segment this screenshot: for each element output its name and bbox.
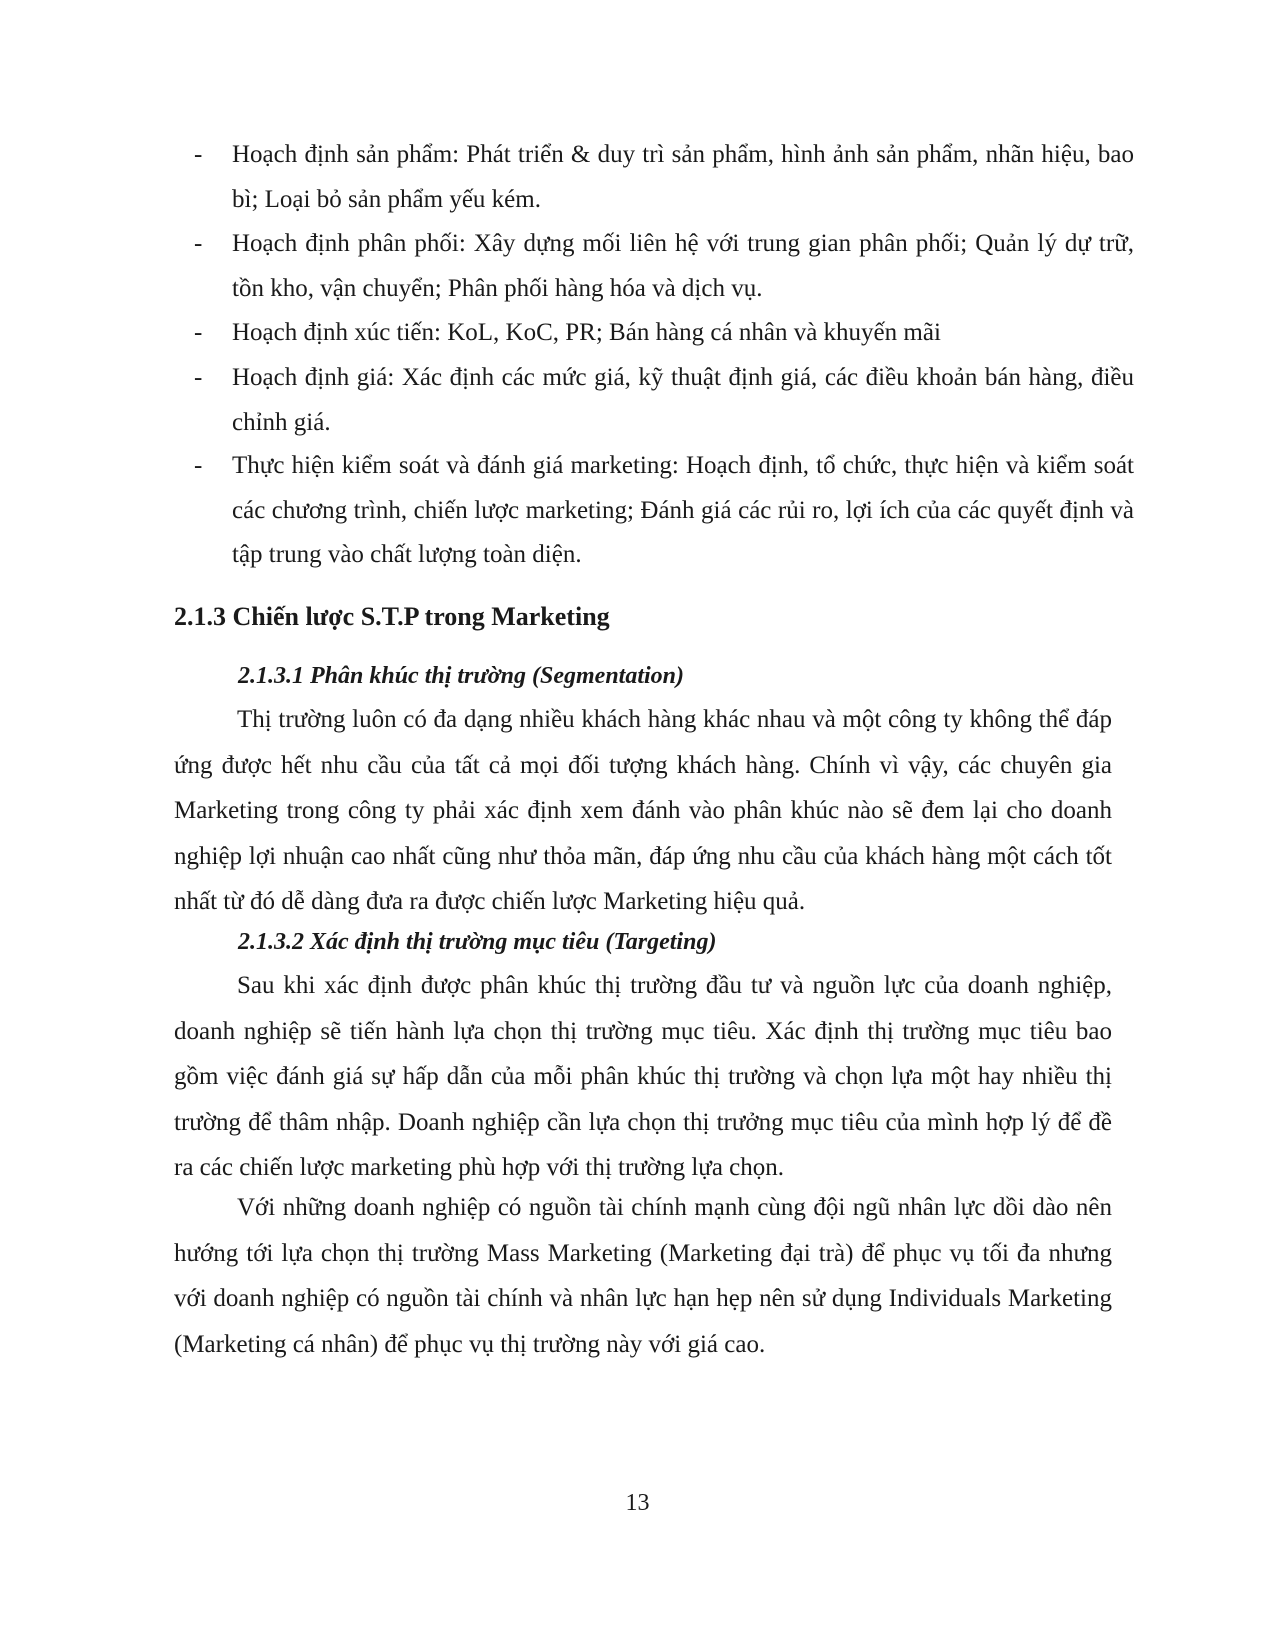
page-number: 13 — [625, 1490, 650, 1516]
bullet-text: Hoạch định giá: Xác định các mức giá, kỹ thuật định giá, các điều khoản bán hàng, điều chỉnh giá. — [232, 364, 1134, 436]
bullet-dash: - — [194, 230, 203, 257]
bullet-item-price-planning — [174, 356, 1134, 445]
paragraph-segmentation: Thị trường luôn có đa dạng nhiều khách hàng khác nhau và một công ty không thể đáp ứng được hết nhu cầu của tất cả mọi đối tượng khách hàng. Chính vì vậy, các chuyên gia Marketing trong công ty phải xác định xem đánh vào phân khúc nào sẽ đem lại cho doanh nghiệp lợi nhuận cao nhất cũng như thỏa mãn, đáp ứng nhu cầu của khách hàng một cách tốt nhất từ đó dễ dàng đưa ra được chiến lược Marketing hiệu quả. — [174, 706, 1112, 915]
bullet-dash: - — [194, 319, 203, 346]
bullet-item-distribution-planning — [174, 222, 1134, 311]
bullet-text: Hoạch định xúc tiến: KoL, KoC, PR; Bán hàng cá nhân và khuyến mãi — [232, 319, 941, 346]
bullet-text: Hoạch định phân phối: Xây dựng mối liên hệ với trung gian phân phối; Quản lý dự trữ, tồn kho, vận chuyển; Phân phối hàng hóa và dịch vụ. — [232, 230, 1134, 302]
bullet-item-product-planning — [174, 133, 1134, 222]
bullet-text: Thực hiện kiểm soát và đánh giá marketing: Hoạch định, tổ chức, thực hiện và kiểm soát các chương trình, chiến lược marketing; Đánh giá các rủi ro, lợi ích của các quyết định và tập trung vào chất lượng toàn diện. — [232, 452, 1134, 568]
bullet-item-promotion-planning — [174, 311, 1134, 356]
bullet-item-control-evaluation — [174, 444, 1134, 578]
subsection-heading-segmentation: 2.1.3.1 Phân khúc thị trường (Segmentation) — [238, 663, 685, 689]
paragraph-targeting-1: Sau khi xác định được phân khúc thị trường đầu tư và nguồn lực của doanh nghiệp, doanh nghiệp sẽ tiến hành lựa chọn thị trường mục tiêu. Xác định thị trường mục tiêu bao gồm việc đánh giá sự hấp dẫn của mỗi phân khúc thị trường và chọn lựa một hay nhiều thị trường để thâm nhập. Doanh nghiệp cần lựa chọn thị trưởng mục tiêu của mình hợp lý để đề ra các chiến lược marketing phù hợp với thị trường lựa chọn. — [174, 972, 1112, 1181]
bullet-text: Hoạch định sản phẩm: Phát triển & duy trì sản phẩm, hình ảnh sản phẩm, nhãn hiệu, bao bì; Loại bỏ sản phẩm yếu kém. — [232, 141, 1134, 213]
bullet-dash: - — [194, 364, 203, 391]
bullet-dash: - — [194, 141, 203, 168]
paragraph-targeting-2: Với những doanh nghiệp có nguồn tài chính mạnh cùng đội ngũ nhân lực dồi dào nên hướng tới lựa chọn thị trường Mass Marketing (Marketing đại trà) để phục vụ tối đa nhưng với doanh nghiệp có nguồn tài chính và nhân lực hạn hẹp nên sử dụng Individuals Marketing (Marketing cá nhân) để phục vụ thị trường này với giá cao. — [174, 1194, 1112, 1358]
bullet-dash: - — [194, 452, 203, 479]
subsection-heading-targeting: 2.1.3.2 Xác định thị trường mục tiêu (Targeting) — [238, 929, 717, 955]
section-heading: 2.1.3 Chiến lược S.T.P trong Marketing — [174, 602, 610, 631]
